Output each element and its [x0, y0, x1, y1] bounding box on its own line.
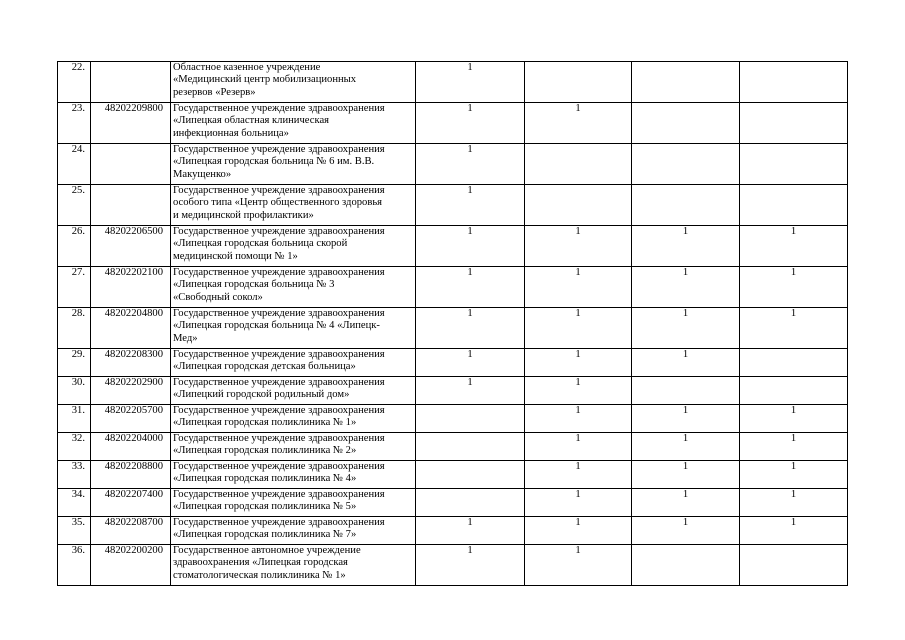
institution-name-cell	[171, 226, 416, 267]
table-row	[58, 433, 848, 461]
flag-cell-c4: 1	[740, 308, 848, 349]
flag-cell-c2	[525, 144, 632, 185]
row-number-cell: 30.	[58, 377, 91, 405]
institution-name-cell	[171, 461, 416, 489]
flag-cell-c2: 1	[525, 433, 632, 461]
table-row	[58, 461, 848, 489]
institution-name-line: «Липецкая городская поликлиника № 7»	[173, 529, 357, 541]
flag-cell-c1: 1	[416, 545, 525, 586]
flag-cell-c1: 1	[416, 226, 525, 267]
flag-cell-c1	[416, 489, 525, 517]
okpo-code-cell: 48202202100	[91, 267, 171, 308]
institution-name-line: «Липецкая городская больница № 6 им. В.В.	[173, 156, 375, 168]
institution-name-line: «Липецкая городская поликлиника № 1»	[173, 417, 357, 429]
flag-cell-c2: 1	[525, 405, 632, 433]
row-number-cell: 32.	[58, 433, 91, 461]
flag-cell-c2: 1	[525, 461, 632, 489]
institution-name-line: Государственное учреждение здравоохранения	[173, 433, 385, 444]
flag-cell-c3: 1	[632, 405, 740, 433]
institution-name-line: «Липецкий городской родильный дом»	[173, 389, 350, 401]
institution-name-line: особого типа «Центр общественного здоровья	[173, 197, 383, 209]
flag-cell-c3	[632, 103, 740, 144]
institution-name-line: Государственное учреждение здравоохранения	[173, 461, 385, 472]
table-row	[58, 545, 848, 586]
row-number-cell: 34.	[58, 489, 91, 517]
row-number-cell: 35.	[58, 517, 91, 545]
flag-cell-c4: 1	[740, 517, 848, 545]
flag-cell-c3: 1	[632, 489, 740, 517]
flag-cell-c3	[632, 185, 740, 226]
flag-cell-c4	[740, 349, 848, 377]
flag-cell-c1: 1	[416, 267, 525, 308]
table-row	[58, 517, 848, 545]
row-number-cell: 33.	[58, 461, 91, 489]
institution-name-line: медицинской помощи № 1»	[173, 250, 298, 262]
institution-name-line: Государственное учреждение здравоохранения	[173, 185, 385, 196]
okpo-code-cell: 48202209800	[91, 103, 171, 144]
flag-cell-c2: 1	[525, 545, 632, 586]
institution-name-cell	[171, 103, 416, 144]
institution-name-line: Государственное учреждение здравоохранения	[173, 517, 385, 528]
okpo-code-cell	[91, 144, 171, 185]
row-number-cell: 23.	[58, 103, 91, 144]
institution-name-line: Государственное учреждение здравоохранения	[173, 308, 385, 319]
flag-cell-c2: 1	[525, 226, 632, 267]
flag-cell-c3: 1	[632, 517, 740, 545]
row-number-cell: 28.	[58, 308, 91, 349]
institution-name-line: Государственное учреждение здравоохранения	[173, 103, 385, 114]
institution-name-cell	[171, 545, 416, 586]
flag-cell-c4: 1	[740, 489, 848, 517]
flag-cell-c1: 1	[416, 517, 525, 545]
flag-cell-c1: 1	[416, 62, 525, 103]
flag-cell-c3: 1	[632, 226, 740, 267]
okpo-code-cell: 48202200200	[91, 545, 171, 586]
flag-cell-c3	[632, 62, 740, 103]
institution-name-line: «Липецкая городская поликлиника № 5»	[173, 501, 357, 513]
institution-name-line: «Липецкая областная клиническая	[173, 115, 330, 127]
institution-name-line: Государственное учреждение здравоохранения	[173, 349, 385, 360]
flag-cell-c4	[740, 185, 848, 226]
flag-cell-c1: 1	[416, 103, 525, 144]
okpo-code-cell: 48202208300	[91, 349, 171, 377]
flag-cell-c4: 1	[740, 461, 848, 489]
institution-name-line: Государственное учреждение здравоохранения	[173, 489, 385, 500]
institution-name-line: резервов «Резерв»	[173, 86, 256, 98]
okpo-code-cell: 48202208800	[91, 461, 171, 489]
flag-cell-c3: 1	[632, 308, 740, 349]
institution-name-cell	[171, 349, 416, 377]
flag-cell-c1: 1	[416, 144, 525, 185]
flag-cell-c3	[632, 144, 740, 185]
flag-cell-c4	[740, 144, 848, 185]
table-row	[58, 308, 848, 349]
flag-cell-c2: 1	[525, 489, 632, 517]
row-number-cell: 31.	[58, 405, 91, 433]
institution-name-line: Государственное учреждение здравоохранения	[173, 377, 385, 388]
flag-cell-c2: 1	[525, 349, 632, 377]
institution-name-cell	[171, 405, 416, 433]
institution-name-cell	[171, 144, 416, 185]
table-row	[58, 377, 848, 405]
flag-cell-c4	[740, 62, 848, 103]
row-number-cell: 26.	[58, 226, 91, 267]
institution-name-line: «Свободный сокол»	[173, 291, 263, 303]
institution-name-cell	[171, 308, 416, 349]
flag-cell-c3: 1	[632, 267, 740, 308]
okpo-code-cell: 48202205700	[91, 405, 171, 433]
table-row	[58, 405, 848, 433]
flag-cell-c1	[416, 433, 525, 461]
flag-cell-c1	[416, 405, 525, 433]
flag-cell-c1: 1	[416, 349, 525, 377]
okpo-code-cell: 48202208700	[91, 517, 171, 545]
table-row	[58, 226, 848, 267]
institution-name-cell	[171, 185, 416, 226]
row-number-cell: 22.	[58, 62, 91, 103]
flag-cell-c2: 1	[525, 103, 632, 144]
institution-name-cell	[171, 489, 416, 517]
flag-cell-c3: 1	[632, 433, 740, 461]
okpo-code-cell: 48202204800	[91, 308, 171, 349]
flag-cell-c3: 1	[632, 349, 740, 377]
okpo-code-cell: 48202202900	[91, 377, 171, 405]
table-row	[58, 489, 848, 517]
institution-name-line: Государственное учреждение здравоохранения	[173, 405, 385, 416]
institution-name-line: «Липецкая городская детская больница»	[173, 361, 356, 373]
institution-name-line: Областное казенное учреждение	[173, 62, 321, 73]
institution-name-cell	[171, 62, 416, 103]
institution-name-line: инфекционная больница»	[173, 127, 289, 139]
flag-cell-c4	[740, 545, 848, 586]
flag-cell-c4: 1	[740, 405, 848, 433]
institution-name-cell	[171, 267, 416, 308]
flag-cell-c3	[632, 545, 740, 586]
institution-name-cell	[171, 433, 416, 461]
row-number-cell: 25.	[58, 185, 91, 226]
institution-name-line: Мед»	[173, 332, 198, 344]
institution-name-line: «Липецкая городская больница № 3	[173, 279, 335, 291]
okpo-code-cell	[91, 185, 171, 226]
flag-cell-c2: 1	[525, 267, 632, 308]
institution-name-line: «Медицинский центр мобилизационных	[173, 74, 357, 86]
flag-cell-c2: 1	[525, 517, 632, 545]
table-row	[58, 144, 848, 185]
flag-cell-c1	[416, 461, 525, 489]
okpo-code-cell: 48202204000	[91, 433, 171, 461]
institutions-table	[57, 61, 848, 586]
flag-cell-c1: 1	[416, 377, 525, 405]
flag-cell-c4: 1	[740, 267, 848, 308]
okpo-code-cell	[91, 62, 171, 103]
table-row	[58, 349, 848, 377]
row-number-cell: 27.	[58, 267, 91, 308]
institution-name-line: «Липецкая городская поликлиника № 4»	[173, 473, 357, 485]
institution-name-line: Государственное учреждение здравоохранения	[173, 226, 385, 237]
flag-cell-c3: 1	[632, 461, 740, 489]
flag-cell-c4: 1	[740, 433, 848, 461]
flag-cell-c2: 1	[525, 308, 632, 349]
flag-cell-c1: 1	[416, 185, 525, 226]
okpo-code-cell: 48202207400	[91, 489, 171, 517]
flag-cell-c2: 1	[525, 377, 632, 405]
flag-cell-c2	[525, 185, 632, 226]
row-number-cell: 29.	[58, 349, 91, 377]
flag-cell-c4	[740, 377, 848, 405]
institution-name-line: Государственное учреждение здравоохранения	[173, 267, 385, 278]
row-number-cell: 24.	[58, 144, 91, 185]
institution-name-line: и медицинской профилактики»	[173, 209, 314, 221]
institution-name-line: стоматологическая поликлиника № 1»	[173, 569, 346, 581]
table-row	[58, 62, 848, 103]
institution-name-line: Макущенко»	[173, 168, 232, 180]
institution-name-line: «Липецкая городская поликлиника № 2»	[173, 445, 357, 457]
flag-cell-c2	[525, 62, 632, 103]
institution-name-line: «Липецкая городская больница № 4 «Липецк-	[173, 320, 380, 332]
institution-name-line: Государственное автономное учреждение	[173, 545, 361, 556]
flag-cell-c1: 1	[416, 308, 525, 349]
institution-name-line: «Липецкая городская больница скорой	[173, 238, 348, 250]
table-row	[58, 267, 848, 308]
table-row	[58, 103, 848, 144]
flag-cell-c4	[740, 103, 848, 144]
table-row	[58, 185, 848, 226]
table-body	[58, 62, 848, 586]
flag-cell-c4: 1	[740, 226, 848, 267]
institution-name-cell	[171, 517, 416, 545]
institution-name-line: Государственное учреждение здравоохранения	[173, 144, 385, 155]
institution-name-line: здравоохранения «Липецкая городская	[173, 557, 348, 569]
institution-name-cell	[171, 377, 416, 405]
okpo-code-cell: 48202206500	[91, 226, 171, 267]
row-number-cell: 36.	[58, 545, 91, 586]
flag-cell-c3	[632, 377, 740, 405]
